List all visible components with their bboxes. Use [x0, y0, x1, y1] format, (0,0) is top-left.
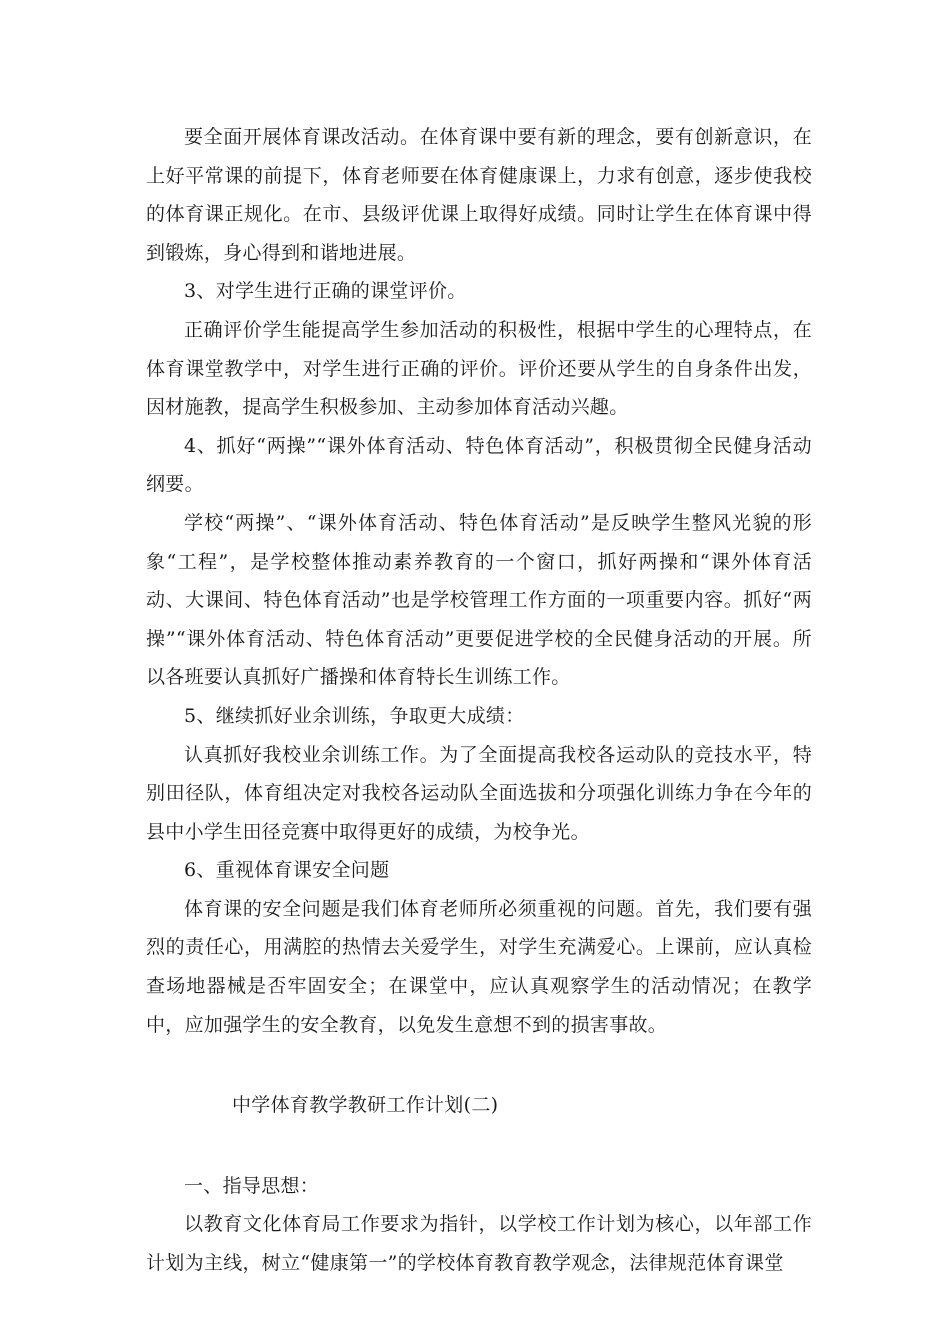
paragraph-safety: 体育课的安全问题是我们体育老师所必须重视的问题。首先，我们要有强烈的责任心，用满腔的热情去关爱学生，对学生充满爱心。上课前，应认真检查场地器械是否牢固安全；在课堂中，应认真观察学生的活动情况；在教学中，应加强学生的安全教育，以免发生意想不到的损害事故。 — [146, 897, 812, 1036]
paragraph-course-reform: 要全面开展体育课改活动。在体育课中要有新的理念，要有创新意识，在上好平常课的前提下，体育老师要在体育健康课上，力求有创意，逐步使我校的体育课正规化。在市、县级评优课上取得好成绩。同时让学生在体育课中得到锻炼，身心得到和谐地进展。 — [146, 126, 812, 264]
document-body — [146, 118, 812, 1283]
paragraph-guiding-thought: 以教育文化体育局工作要求为指针，以学校工作计划为核心，以年部工作计划为主线，树立“健康第一”的学校体育教育教学观念，法律规范体育课堂 — [146, 1213, 812, 1275]
section-title: 中学体育教学教研工作计划(二) — [232, 1094, 499, 1117]
heading-guiding-thought: 一、指导思想： — [184, 1174, 320, 1197]
paragraph-two-exercises: 学校“两操”、“课外体育活动、特色体育活动”是反映学生整风光貌的形象“工程”，是学校整体推动素养教育的一个窗口，抓好两操和“课外体育活动、大课间、特色体育活动”也是学校管理工作方面的一项重要内容。抓好“两操”“课外体育活动、特色体育活动”更要促进学校的全民健身活动的开展。所以各班要认真抓好广播操和体育特长生训练工作。 — [146, 511, 812, 689]
heading-item-4: 4、抓好“两操”“课外体育活动、特色体育活动”，积极贯彻全民健身活动纲要。 — [146, 434, 812, 496]
heading-item-6: 6、重视体育课安全问题 — [184, 859, 390, 882]
paragraph-evaluation: 正确评价学生能提高学生参加活动的积极性，根据中学生的心理特点，在体育课堂教学中，对学生进行正确的评价。评价还要从学生的自身条件出发，因材施教，提高学生积极参加、主动参加体育活动兴趣。 — [146, 318, 812, 419]
paragraph-training: 认真抓好我校业余训练工作。为了全面提高我校各运动队的竞技水平，特别田径队，体育组决定对我校各运动队全面选拔和分项强化训练力争在今年的县中小学生田径竞赛中取得更好的成绩，为校争光。 — [146, 743, 812, 843]
heading-item-5: 5、继续抓好业余训练，争取更大成绩： — [184, 704, 525, 727]
heading-item-3: 3、对学生进行正确的课堂评价。 — [184, 280, 467, 303]
